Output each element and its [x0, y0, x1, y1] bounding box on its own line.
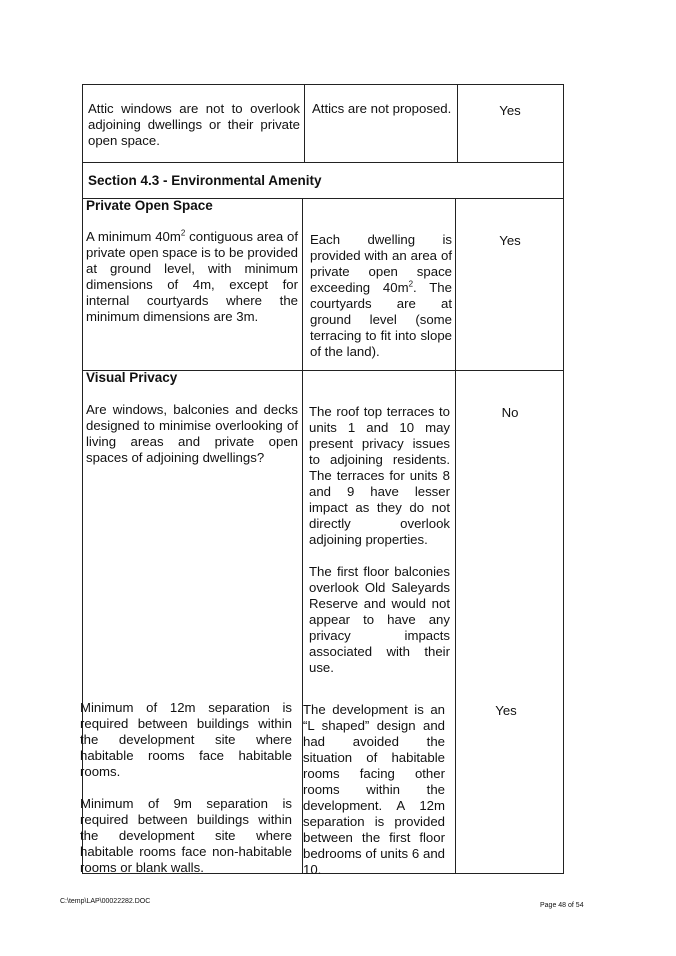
- separation-response: The development is an “L shaped” design and had avoided the situation of habitable rooms facing other rooms within the development. A 12m separation is provided between the first floor bedrooms of units 6 and 10.: [303, 702, 445, 877]
- attic-requirement: Attic windows are not to overlook adjoining dwellings or their private open space.: [88, 101, 300, 148]
- visual-privacy-heading: Visual Privacy: [86, 370, 178, 385]
- private-open-space-response: Each dwelling is provided with an area of private open space exceeding $40m^2$. The courtyards are at ground level (some terracing to fit into slope of the land).: [310, 232, 452, 359]
- table-rule: [455, 198, 456, 873]
- attic-response: Attics are not proposed.: [312, 101, 452, 116]
- footer-file-path: C:\temp\LAP\00022282.DOC: [60, 898, 151, 905]
- separation-requirement-9m: Minimum of 9m separation is required between buildings within the development site where habitable rooms face non-habitable rooms or blank walls.: [80, 796, 292, 875]
- private-open-space-heading: Private Open Space: [86, 198, 213, 213]
- separation-complies: Yes: [495, 703, 517, 718]
- visual-privacy-requirement: Are windows, balconies and decks designed to minimise overlooking of living areas and private open spaces of adjoining dwellings?: [86, 402, 298, 465]
- private-open-space-complies: Yes: [499, 233, 521, 248]
- table-rule: [457, 84, 458, 162]
- section-heading: Section 4.3 - Environmental Amenity: [88, 173, 322, 188]
- visual-privacy-complies: No: [501, 405, 519, 420]
- table-rule: [563, 84, 564, 874]
- table-rule: [304, 84, 305, 162]
- visual-privacy-response-balconies: The first floor balconies overlook Old Saleyards Reserve and would not appear to have any privacy impacts associated with their use.: [309, 564, 450, 675]
- table-rule: [82, 162, 564, 163]
- private-open-space-requirement: A minimum $40m^2$ contiguous area of private open space is to be provided at ground level, with minimum dimensions of 4m, except for internal courtyards where the minimum dimensions are 3m.: [86, 228, 298, 324]
- attic-complies: Yes: [499, 103, 521, 118]
- visual-privacy-response: [309, 404, 450, 692]
- separation-requirement-12m: Minimum of 12m separation is required between buildings within the development site where habitable rooms face habitable rooms.: [80, 700, 292, 779]
- visual-privacy-response-terraces: The roof top terraces to units 1 and 10 may present privacy issues to adjoining residents. The terraces for units 8 and 9 have lesser impact as they do not directly overlook adjoining properties.: [309, 404, 450, 547]
- footer-page-number: Page 48 of 54: [540, 902, 584, 909]
- separation-requirement: [80, 700, 292, 892]
- table-rule: [82, 84, 564, 85]
